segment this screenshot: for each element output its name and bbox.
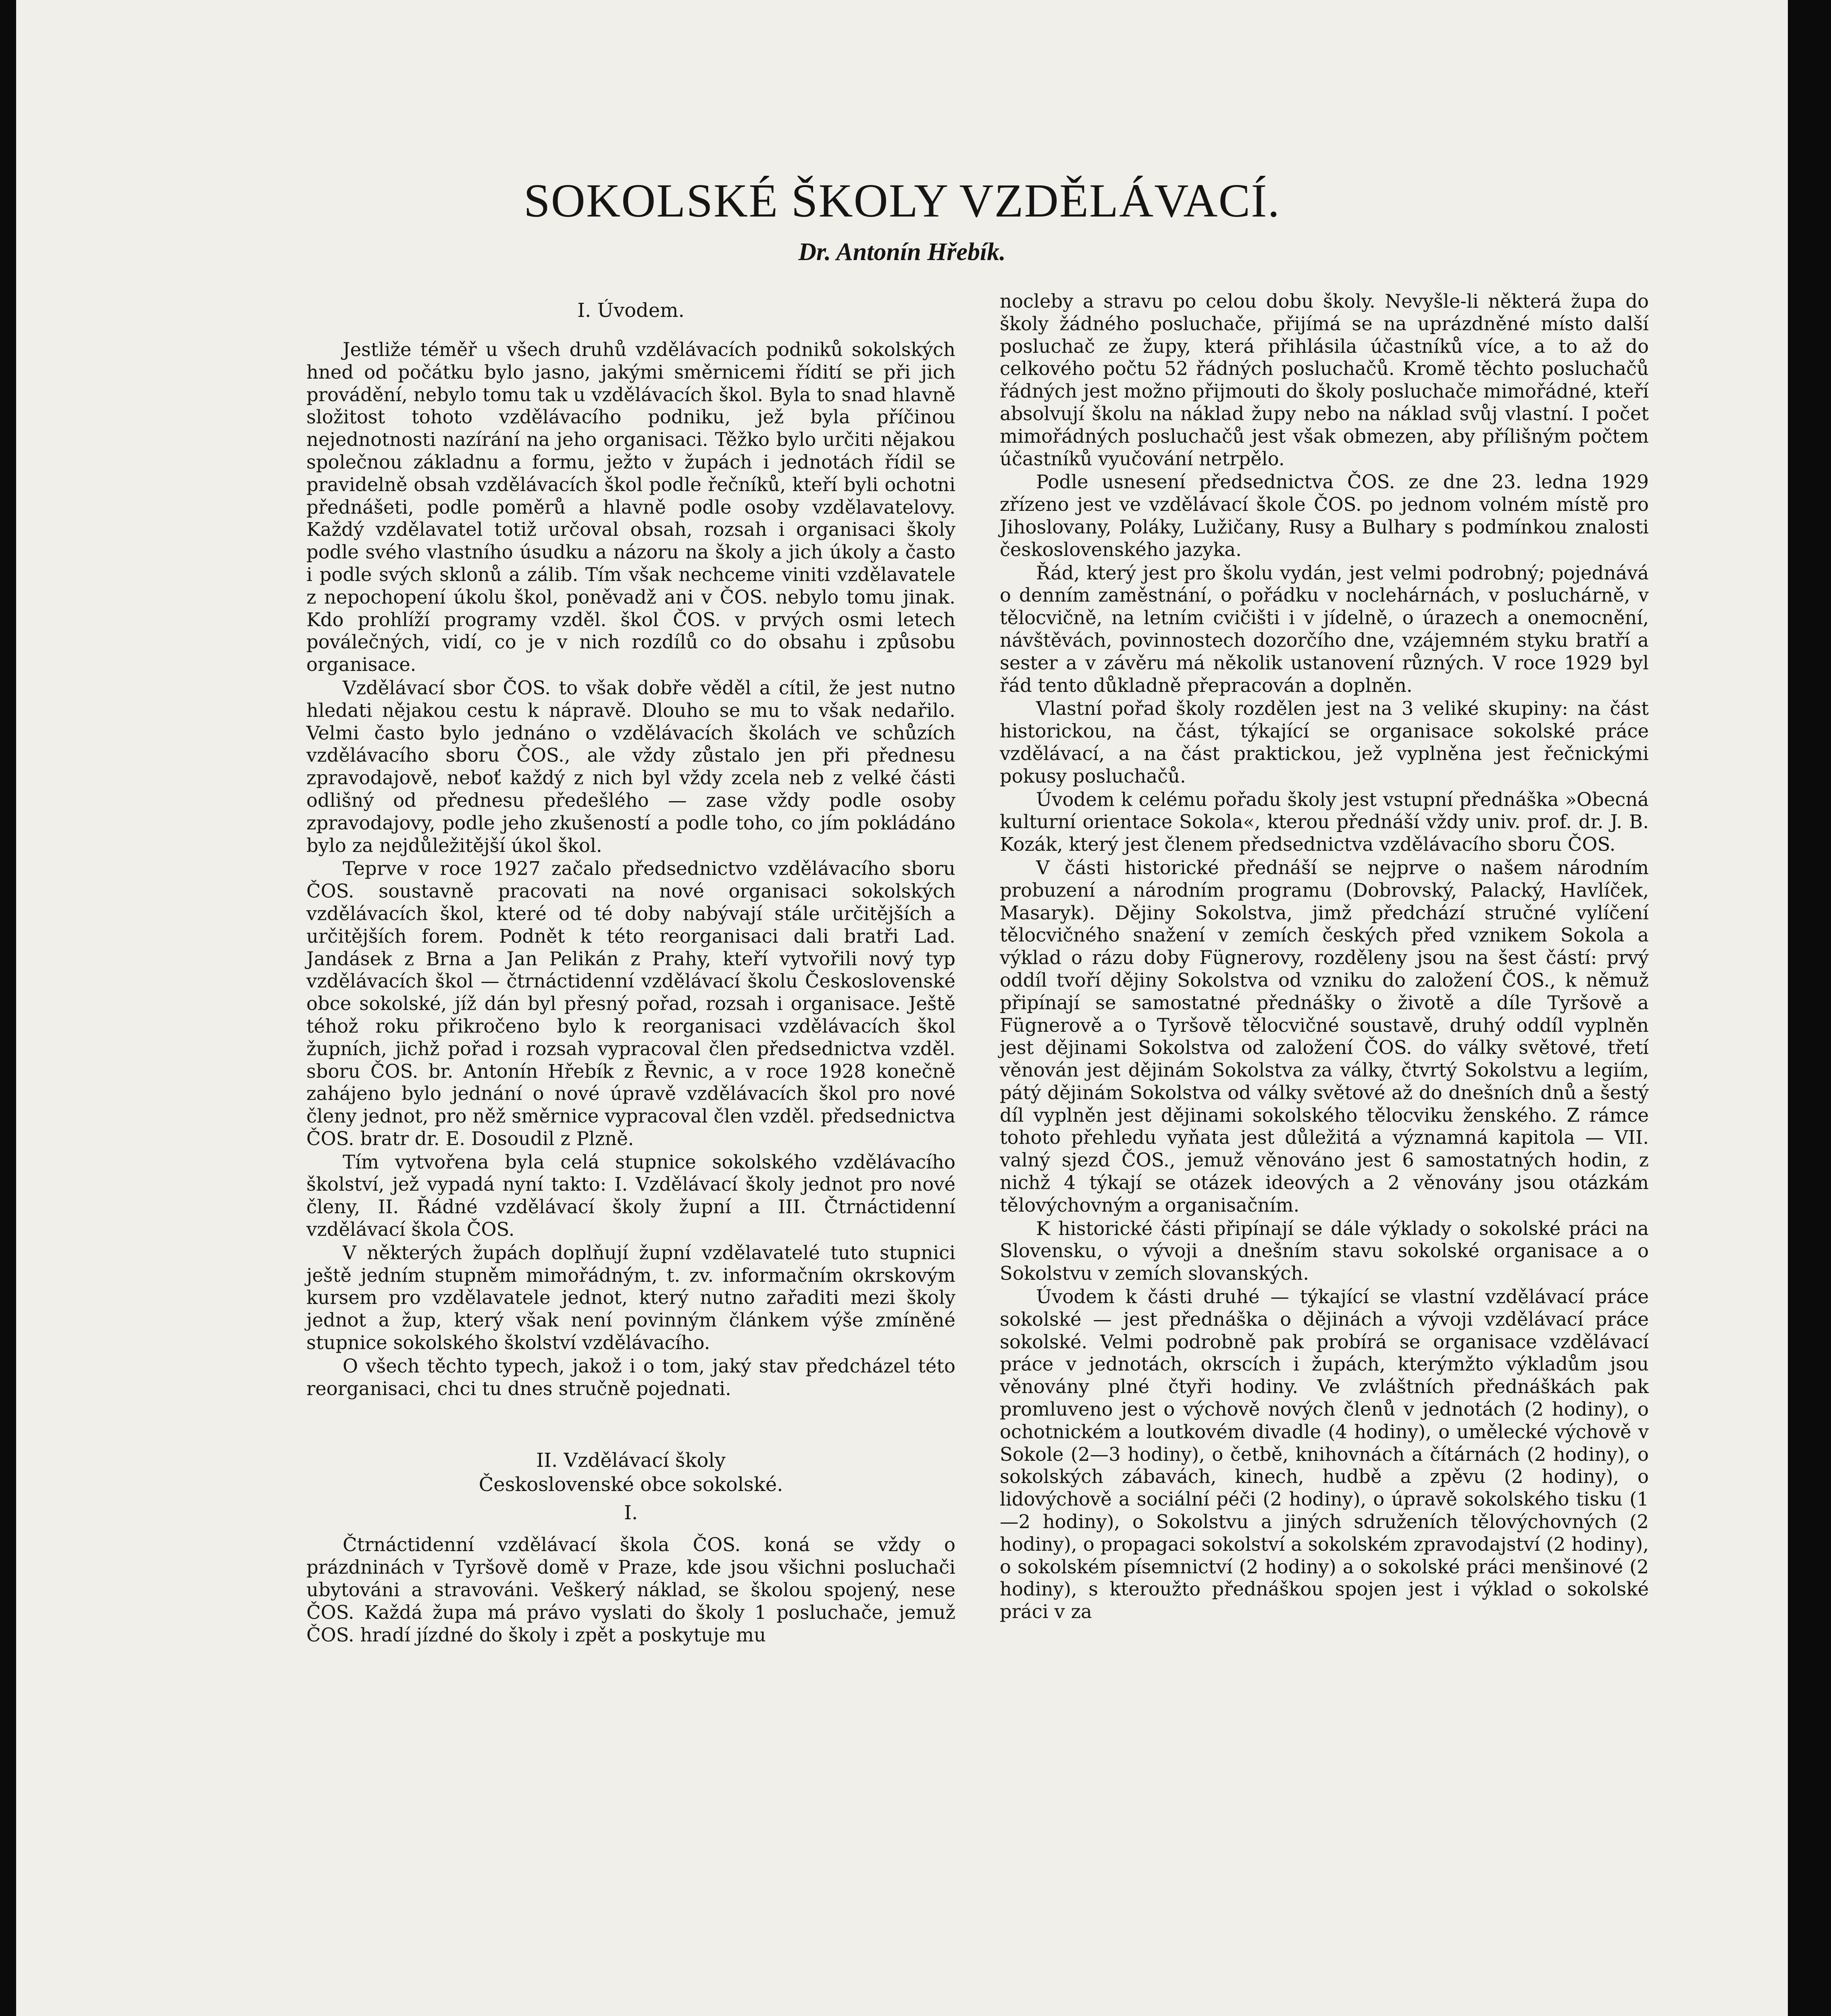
paragraph: Teprve v roce 1927 začalo předsednictvo vzdělávacího sboru ČOS. soustavně pracovati na nové organisaci sokolských vzdělávacích škol, které od té doby nabývají stále určitějších a určitějších forem. Podnět k této reorganisaci dali bratři Lad. Jandásek z Brna a Jan Pelikán z Prahy, kteří vytvořili nový typ vzdělávacích škol — čtrnáctidenní vzdělávací školu Československé obce sokolské, jíž dán byl přesný pořad, rozsah i organisace. Ještě téhož roku přikročeno bylo k reorganisaci vzdělávacích škol župních, jichž pořad i rozsah vypracoval člen předsednictva vzděl. sboru ČOS. br. Antonín Hřebík z Řevnic, a v roce 1928 konečně zahájeno bylo jednání o nové úpravě vzdělávacích škol pro nové členy jednot, pro něž směrnice vypracoval člen vzděl. předsednictva ČOS. bratr dr. E. Dosoudil z Plzně. (306, 858, 955, 1150)
paragraph-continued: nocleby a stravu po celou dobu školy. Nevyšle-li některá župa do školy žádného posluchače, přijímá se na uprázdněné místo další posluchač ze župy, která přihlásila účastníků více, a to až do celkového počtu 52 řádných posluchačů. Kromě těchto posluchačů řádných jest možno přijmouti do školy posluchače mimořádné, kteří absolvují školu na náklad župy nebo na náklad svůj vlastní. I počet mimořádných posluchačů jest však obmezen, aby přílišným počtem účastníků vyučování netrpělo. (1000, 290, 1649, 470)
article-author: Dr. Antonín Hřebík. (798, 238, 1006, 266)
paragraph: K historické části připínají se dále výklady o sokolské práci na Slovensku, o vývoji a dnešním stavu sokolské organisace a o Sokolstvu v zemích slovanských. (1000, 1217, 1649, 1285)
paragraph: Řád, který jest pro školu vydán, jest velmi podrobný; pojednává o denním zaměstnání, o pořádku v noclehárnách, v posluchárně, v tělocvičně, na letním cvičišti i v jídelně, o úrazech a onemocnění, návštěvách, povinnostech dozorčího dne, vzájemném styku bratří a sester a v závěru má několik ustanovení různých. V roce 1929 byl řád tento důkladně přepracován a doplněn. (1000, 562, 1649, 696)
paragraph: O všech těchto typech, jakož i o tom, jaký stav předcházel této reorganisaci, chci tu dnes stručně pojednati. (306, 1355, 955, 1400)
paragraph: V části historické přednáší se nejprve o našem národním probuzení a národním programu (Dobrovský, Palacký, Havlíček, Masaryk). Dějiny Sokolstva, jimž předchází stručné vylíčení tělocvičného snažení v zemích českých před vznikem Sokola a výklad o rázu doby Fügnerovy, rozděleny jsou na šest částí: prvý oddíl tvoří dějiny Sokolstva od vzniku do založení ČOS., k němuž připínají se samostatné přednášky o životě a díle Tyršově a Fügnerově a o Tyršově tělocvičné soustavě, druhý oddíl vyplněn jest dějinami Sokolstva od založení ČOS. do války světové, třetí věnován jest dějinám Sokolstva za války, čtvrtý Sokolstvu a legiím, pátý dějinám Sokolstva od války světové až do dnešních dnů a šestý díl vyplněn jest dějinami sokolského tělocviku ženského. Z rámce tohoto přehledu vyňata jest důležitá a významná kapitola — VII. valný sjezd ČOS., jemuž věnováno jest 6 samostatných hodin, z nichž 4 týkají se otázek ideových a 2 věnovány jsou otázkám tělovýchovným a organisačním. (1000, 856, 1649, 1216)
paragraph: Vlastní pořad školy rozdělen jest na 3 veliké skupiny: na část historickou, na část, týkající se organisace sokolské práce vzdělávací, a na část praktickou, jež vyplněna jest řečnickými pokusy posluchačů. (1000, 698, 1649, 787)
paragraph: Úvodem k části druhé — týkající se vlastní vzdělávací práce sokolské — jest přednáška o dějinách a vývoji vzdělávací práce sokolské. Velmi podrobně pak probírá se organisace vzdělávací práce v jednotách, okrscích i župách, kterýmžto výkladům jsou věnovány plné čtyři hodiny. Ve zvláštních přednáškách pak promluveno jest o výchově nových členů v jednotách (2 hodiny), o ochotnickém a loutkovém divadle (4 hodiny), o umělecké výchově v Sokole (2—3 hodiny), o četbě, knihovnách a čítárnách (2 hodiny), o sokolských zábavách, kinech, hudbě a zpěvu (2 hodiny), o lidovýchově a sociální péči (2 hodiny), o úpravě sokolského tisku (1—2 hodiny), o Sokolstvu a jiných sdruženích tělovýchovných (2 hodiny), o propagaci sokolství a sokolském zpravodajství (2 hodiny), o sokolském písemnictví (2 hodiny) a o sokolské práci menšinové (2 hodiny), s kteroužto přednáškou spojen jest i výklad o sokolské práci v za (1000, 1286, 1649, 1623)
document-page (16, 0, 1788, 2016)
paragraph: Vzdělávací sbor ČOS. to však dobře věděl a cítil, že jest nutno hledati nějakou cestu k nápravě. Dlouho se mu to však nedařilo. Velmi často bylo jednáno o vzdělávacích školách ve schůzích vzdělávacího sboru ČOS., ale vždy zůstalo jen při přednesu zpravodajově, neboť každý z nich byl vždy zcela neb z velké části odlišný od přednesu předešlého — zase vždy podle osoby zpravodajovy, podle jeho zkušeností a podle toho, co jím pokládáno bylo za nejdůležitější úkol škol. (306, 677, 955, 856)
paragraph: Jestliže téměř u všech druhů vzdělávacích podniků sokolských hned od počátku bylo jasno, jakými směrnicemi řídití se při jich provádění, nebylo tomu tak u vzdělávacích škol. Byla to snad hlavně složitost tohoto vzdělávacího podniku, jež byla příčinou nejednotnosti nazírání na jeho organisaci. Těžko bylo určiti nějakou společnou základnu a formu, ježto v župách i jednotách řídil se pravidelně obsah vzdělávacích škol podle řečníků, kteří byli ochotni přednášeti, podle poměrů a hlavně podle osoby vzdělavatelovy. Každý vzdělavatel totiž určoval obsah, rozsah i organisaci školy podle svého vlastního úsudku a názoru na školy a jich úkoly a často i podle svých sklonů a zálib. Tím však nechceme viniti vzdělavatele z nepochopení úkolu škol, poněvadž ani v ČOS. nebylo tomu jinak. Kdo prohlíží programy vzděl. škol ČOS. v prvých osmi letech poválečných, vidí, co je v nich rozdílů co do obsahu i způsobu organisace. (306, 339, 955, 676)
section-subheading-schools: Československé obce sokolské. (479, 1473, 783, 1496)
paragraph: V některých župách doplňují župní vzdělavatelé tuto stupnici ještě jedním stupněm mimořádným, t. zv. informačním okrskovým kursem pro vzdělavatele jednot, který nutno zařaditi mezi školy jednot a žup, který však není povinným článkem výše zmíněné stupnice sokolského školství vzdělávacího. (306, 1241, 955, 1354)
left-column (306, 290, 955, 1646)
article-title: SOKOLSKÉ ŠKOLY VZDĚLÁVACÍ. (524, 174, 1280, 227)
paragraph: Podle usnesení předsednictva ČOS. ze dne 23. ledna 1929 zřízeno jest ve vzdělávací škole ČOS. po jednom volném místě pro Jihoslovany, Poláky, Lužičany, Rusy a Bulhary s podmínkou znalosti československého jazyka. (1000, 471, 1649, 560)
right-column (1000, 290, 1649, 1623)
section-heading-schools: II. Vzdělávací školy (536, 1449, 726, 1472)
paragraph: Čtrnáctidenní vzdělávací škola ČOS. koná se vždy o prázdninách v Tyršově domě v Praze, kde jsou všichni posluchači ubytováni a stravováni. Veškerý náklad, se školou spojený, nese ČOS. Každá župa má právo vyslati do školy 1 posluchače, jemuž ČOS. hradí jízdné do školy i zpět a poskytuje mu (306, 1534, 955, 1646)
section-heading-intro: I. Úvodem. (577, 299, 685, 322)
section-numeral: I. (624, 1502, 638, 1524)
paragraph: Úvodem k celému pořadu školy jest vstupní přednáška »Obecná kulturní orientace Sokola«, kterou přednáší vždy univ. prof. dr. J. B. Kozák, který jest členem předsednictva vzdělávacího sboru ČOS. (1000, 788, 1649, 856)
paragraph: Tím vytvořena byla celá stupnice sokolského vzdělávacího školství, jež vypadá nyní takto: I. Vzdělávací školy jednot pro nové členy, II. Řádné vzdělávací školy župní a III. Čtrnáctidenní vzdělávací škola ČOS. (306, 1151, 955, 1241)
